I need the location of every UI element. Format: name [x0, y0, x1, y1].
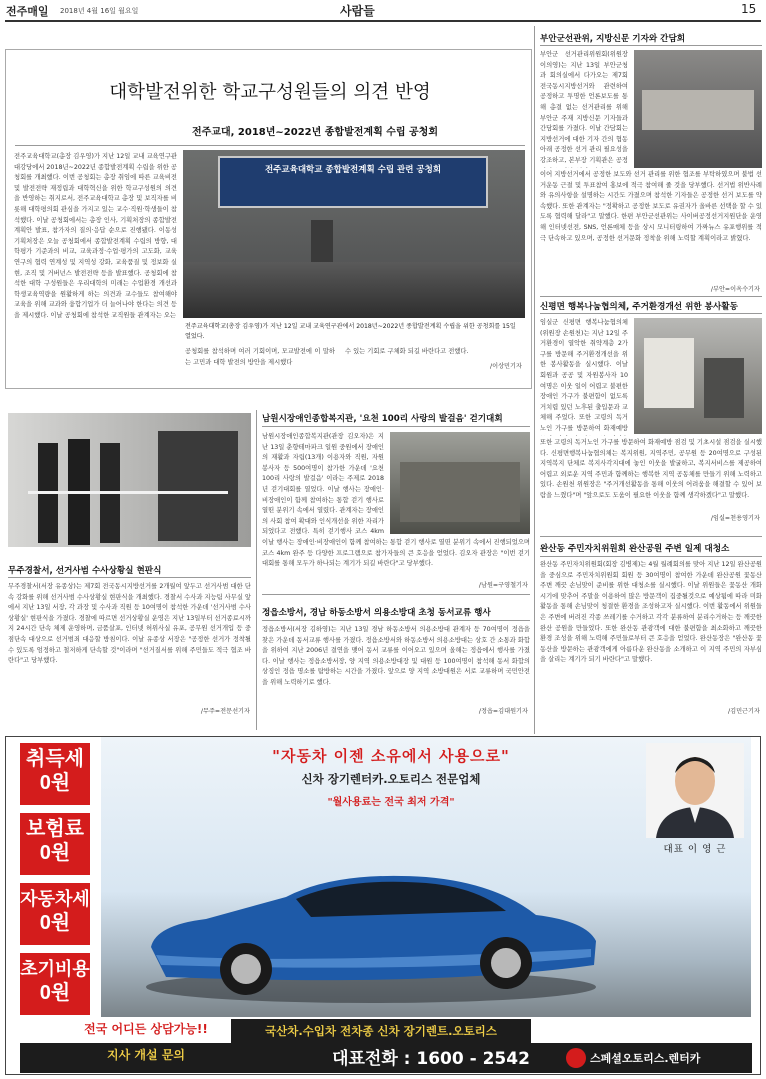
paper-name: 전주매일 — [6, 5, 49, 18]
ad-box-car-tax — [20, 883, 90, 945]
ad-rep-portrait — [646, 743, 744, 838]
ad-box-3-line2: 0원 — [39, 912, 71, 934]
ad-box-1-line2: 0원 — [39, 772, 71, 794]
fire-byline: /정읍=김대원기자 — [478, 708, 528, 715]
fire-headline: 정읍소방서, 경남 하동소방서 의용소방대 초청 동서교류 행사 — [262, 608, 491, 618]
main-body-bottom-left: 공청회를 참석하며 여러 기회이며, 모교발전에 이 말하는 고민과 대학 발전의 방안을 제시했다 — [185, 348, 335, 366]
fire-body: 정읍소방서(서장 김하영)는 지난 13일 경남 하동소방서 의용소방대 관계자 등 70여명이 정읍을 찾은 가운데 동서교류 행사를 가졌다. 정읍소방서와 하동소방서 의용소방대는 상호 간 소통과 화합을 위하여 지난 2006년 결연을 맺어 동서 교류를 이어오고 있으며 올해는 정읍에서 행사를 가졌다. 이날 행사는 정읍소방서장, 양 지역 의용소방대장 및 대원 등 100여명이 참석해 동서 화합의 상징인 정읍 명소를 탐방하는 시간을 가졌다. 앞으로 양 지역 소방대원은 서로 교류하며 국민안전을 위해 노력하기로 했다. — [262, 626, 530, 686]
police-byline: /무주=전문선기자 — [200, 708, 250, 715]
page-number: 15 — [741, 2, 757, 16]
right-bottom-byline: /김민근기자 — [728, 708, 760, 715]
main-subhead: 전주교대, 2018년~2022년 종합발전계획 수립 공청회 — [192, 127, 438, 138]
ad-box-insurance — [20, 813, 90, 875]
main-body-bottom-right: 수 있는 기회로 구체화 되길 바란다고 전했다. — [345, 348, 469, 355]
main-byline: /이상민기자 — [490, 363, 522, 370]
right-mid-byline: /임실=천용영기자 — [710, 515, 760, 522]
right-mid-photo — [634, 318, 762, 434]
right-top-body-narrow: 부안군 선거관리위원회(위원장 이의영)는 지난 13일 부안군청과 회의실에서 다가오는 제7회 전국동시지방선거와 관련하여 공정하고 투명한 언론보도를 통해 총결 없는 선거관리를 위해 부안군 주재 지방신문 기자들과 간담회를 가졌다. 이날 간담회는 지방선거에 대한 기자 간의 협동 아래 공정한 선거 관리 필요성을 강조하고, 본부장 기획관은 공정 — [540, 51, 628, 164]
right-bottom-body: 완산동 주민자치위원회(회장 김병제)는 4월 월례회의를 맞아 지난 12일 완산공원을 중심으로 주민자치위원회 회원 등 30여명이 참여한 가운데 완산공원 꽃동산 주변 깨끗 손님맞이 준비를 위한 대청소를 실시했다. 이날 위원들은 꽃동산 개화시기에 맞추어 주말을 이용하여 많은 방문객이 집중될것으로 예상됨에 따라 미화 활동을 통해 손님맞이 청결한 환경을 조성하고자 실시했다. 이번 활동에서 위원들은 주변에 버려진 각종 쓰레기를 수거하고 각각 분류하여 분리수거하는 등 깨끗한 완산 공원을 만들었다. 또한 완산동 관광객에 대한 불편함을 최소화하고 깨끗한 환경 조성을 위해 노력해 주민들로부터 큰 호응을 얻었다. 완산동장은 "완산동 꽃동산을 방문하는 관광객에게 아름다운 완산동을 소개하고 이 지역 주민의 자부심을 살리는 계기가 되기 바란다"고 말했다. — [540, 561, 762, 664]
ad-car — [136, 837, 606, 1007]
left-col-rule — [256, 410, 257, 730]
ad-box-2-line1: 보험료 — [26, 818, 84, 840]
welfare-sep — [262, 594, 530, 595]
photo-banner-text: 전주교육대학교 종합발전계획 수립 관련 공청회 — [264, 165, 442, 175]
main-headline: 대학발전위한 학교구성원들의 의견 반영 — [109, 82, 431, 103]
right-sep-2 — [540, 536, 762, 537]
right-top-byline: /부안=이옥수기자 — [710, 286, 760, 293]
right-top-body-wide: 이어 지방선거에서 공정한 보도와 선거 관리를 위한 협조를 부탁하였으며 불법 선거운동 근절 및 투표참여 홍보에 적극 참여해 줄 것을 당부했다. 선거법 위반사례와 유의사항을 설명하는 시간도 가졌으며 참석한 기자들은 공정한 선거 보도를 약속했다. 또한 관계자는 "정확하고 공정한 보도로 유권자가 올바른 선택을 할 수 있도록 협력해 달라"고 말했다. 한편 부안군선관위는 사이버공정선거지원단을 운영해 인터넷선전, SNS, 언론매체 등을 상시 모니터링하여 가짜뉴스 유포행위를 적극 단속하고 있으며, 공정한 선거문화 정착을 위해 노력할 계획이라고 밝혔다. — [540, 171, 762, 242]
ad-phone: 대표전화 : 1600 - 2542 — [332, 1049, 530, 1069]
ad-company: 스페셜오토리스.렌터카 — [590, 1052, 701, 1065]
ad-slogan: "자동차 이젠 소유에서 사용으로" — [272, 747, 510, 765]
photo-officers-right — [158, 431, 238, 541]
welfare-byline: /남원=구영철기자 — [478, 582, 528, 589]
ad-box-1-line1: 취득세 — [26, 748, 84, 770]
welfare-headline: 남원시장애인종합복지관, '요천 100리 사랑의 발걸음' 걷기대회 — [262, 414, 503, 424]
welfare-photo — [390, 432, 530, 534]
ad-box-4-line2: 0원 — [39, 982, 71, 1004]
police-body: 무주경찰서(서장 유종상)는 제7회 전국동시지방선거를 2개월여 앞두고 선거사범 대한 단속 강화를 위해 선거사범 수사상황실 현판식을 개최했다. 경찰서 수사과 지능팀 사무실 앞에서 지난 13일 서장, 각 과장 및 수사과 직원 등 10여명이 참석한 가운데 '선거사범 수사상황실' 현판식을 가졌다. 경찰에 따르면 선거상황실 운영은 지난 13일부터 선거종료시까지 24시간 단속 체제 운영하며, 금품살포, 인터넷 허위사실 유포, 공무원 선거개입 등 중점단속 대상으로 선거범죄 대응할 방침이다. 이날 유종상 서장은 "공정한 선거가 정착될 수 있도록 엄정하고 철저하게 단속할 것"이라며 "선거질서를 위해 주민들도 적극 협조 바란다"고 당부했다. — [8, 583, 251, 665]
section-title: 사람들 — [340, 4, 375, 18]
fire-rule — [262, 620, 530, 621]
photo-podium — [311, 220, 333, 264]
photo-ribbon — [28, 491, 228, 494]
photo-crowd — [400, 462, 520, 522]
photo-workers — [704, 358, 744, 418]
main-photo — [183, 150, 525, 318]
header-rule — [5, 20, 761, 22]
ad-banner-text: 국산차.수입차 전차종 신차 장기렌트.오토리스 — [265, 1024, 497, 1038]
right-mid-body-narrow: 임실군 신평면 행복나눔협의체(위원장 손원천)는 지난 12일 주거환경이 열악한 취약계층 2가구를 방문해 주거환경개선을 위한 봉사활동을 실시했다. 이날 회원과 공공 및 자원봉사자 10여명은 이웃 일이 어렵고 불편한 장애인 가구가 불편함이 없도록 거치렵 있던 노후된 출입문과 교체해 주었다. 또한 고령의 독거노인 가구를 방문하여 화재예방 — [540, 319, 628, 432]
ad-sub1: 신차 장기렌터카.오토리스 전문업체 — [301, 772, 481, 786]
main-photo-caption: 전주교육대학교(총장 김우영)가 지난 12일 교내 교육연구관에서 2018년~2022년 종합발전계획 수립을 위한 공청회를 15일 열었다. — [185, 323, 516, 340]
rep-portrait-drawing — [646, 743, 744, 838]
police-headline: 무주경찰서, 선거사범 수사상황실 현판식 — [8, 566, 162, 576]
ad-box-4-line1: 초기비용 — [20, 959, 90, 979]
welfare-body-wide: 이날 행사는 장애인·비장애인이 함께 참여하는 통합 걷기 행사로 열띤 분위기 속에서 진행되었으며 코스 4km 완주 등 다양한 프로그램으로 참가자들의 큰 호응을 얻었다. 김오자 관장은 "이번 걷기 대회를 통해 모두가 하나되는 계기가 되길 바란다"고 당부했다. — [262, 539, 530, 568]
column-rule — [534, 26, 535, 734]
police-rule — [8, 577, 251, 578]
right-top-headline: 부안군선관위, 지방신문 기자와 간담회 — [540, 34, 686, 44]
ad-box-initial-cost — [20, 953, 90, 1015]
right-bottom-rule — [540, 556, 762, 557]
welfare-body-narrow: 남원시장애인종합복지관(관장 김오자)은 지난 13일 춘향테마파크 일원 중원에서 장애인의 재활과 자립(13개) 이용자와 직원, 자원봉사자 등 500여명이 참가한 가운데 '요천 100리 사랑의 발걸음' 이라는 주제로 2018년 걷기대회를 열었다. 이날 행사는 장애인·비장애인이 함께 참여하는 통합 걷기 행사로 열띤 분위기 속에서 열렸다. 관계자는 장애인의 사회 참여 확대와 인식개선을 위한 자리가 되었다고 전했다. 특히 걷기행사 코스 4km — [262, 433, 384, 536]
photo-house-wall — [644, 338, 694, 408]
ad-box-3-line1: 자동차세 — [20, 889, 90, 909]
car-rim-front — [231, 954, 261, 984]
ad-frame — [5, 736, 761, 1075]
photo-table — [642, 90, 754, 130]
ad-bottom-left-1: 전국 어디든 상담가능!! — [84, 1022, 208, 1036]
right-mid-headline: 신평면 행복나눔협의체, 주거환경개선 위한 봉사활동 — [540, 302, 738, 312]
photo-audience — [183, 262, 525, 318]
ad-sub2: "월사용료는 전국 최저 가격" — [327, 797, 455, 808]
page-header — [0, 0, 766, 20]
right-sep-1 — [540, 296, 762, 297]
ad-rep-label: 대표 이 영 근 — [663, 844, 727, 855]
ad-bottom-left-2: 지사 개설 문의 — [107, 1048, 185, 1062]
welfare-rule — [262, 426, 530, 427]
car-rim-rear — [491, 948, 521, 978]
right-top-rule — [540, 45, 762, 46]
right-top-photo — [634, 50, 762, 168]
right-mid-rule — [540, 313, 762, 314]
main-subhead-rule — [15, 145, 525, 146]
ad-box-2-line2: 0원 — [39, 842, 71, 864]
police-photo — [8, 413, 251, 547]
ad-box-acquisition-tax — [20, 743, 90, 805]
right-mid-body-wide: 또한 고령의 독거노인 가구를 방문하여 화재예방 점검 및 기초시설 점검을 실시했다. 신평면행복나눔협의체는 복지위원, 지역주민, 공무원 등 20여명으로 구성된 지역복지 단체로 복지사각지대에 놓인 이웃을 발굴하고, 복지서비스를 제공하여 어렵고 외로운 지역 주민과 함께하는 행복한 지역 공동체를 만들기 위해 노력하고 있다. 손원천 위원장은 "주거개선활동을 통해 이웃의 어려움을 해결할 수 있어 보람을 느꼈다"며 "앞으로도 도움이 필요한 이웃을 함께 생각하겠다"고 말했다. — [540, 439, 762, 499]
right-bottom-headline: 완산동 주민자치위원회 완산공원 주변 일제 대청소 — [540, 544, 730, 554]
ad-company-logo-icon — [566, 1048, 586, 1068]
header-date: 2018년 4월 16일 월요일 — [60, 7, 139, 15]
main-body-left: 전주교육대학교(총장 김우영)가 지난 12일 교내 교육연구관 대강당에서 2018년~2022년 종합발전계획 수립을 위한 공청회를 개최했다. 이번 공청회는 총장 취임에 따른 교육비전 및 발전전략 재정립과 대학혁신을 위한 학교구성원의 의견을 반영하는 취지로서, 전주교육대학교 총장 및 보직자를 비롯해 대학평의회 관심을 가지고 있는 교수·직원·학생들이 참석했다. 이날 공청회에서는 총장 인사, 기획처장의 종합발전계획안 발표, 참가자의 질의·응답 순으로 진행됐다. 이동성 기획처장은 오늘 공청회에서 종합발전계획 수립의 방향, 대학평가 기준과의 비교, 교육과정·수업·평가의 고도화, 교육연구의 협력 연계성 및 지역성 강화, 교육품질 및 정보화 실현, 조직 및 거버넌스 발전전략 등을 발표했다. 공청회에 참석한 대학 구성원들은 우리대학의 미래는 수업환경 개선과 학생교육역량을 원활하게 하는 의견과 교수들도 참여해야 교육을 위해 교과와 융합기업가 더 늘어나야 한다는 의견 등을 제시했다. 이날 공청회에 참석한 교직원들 관계자는 오는 — [14, 153, 177, 319]
